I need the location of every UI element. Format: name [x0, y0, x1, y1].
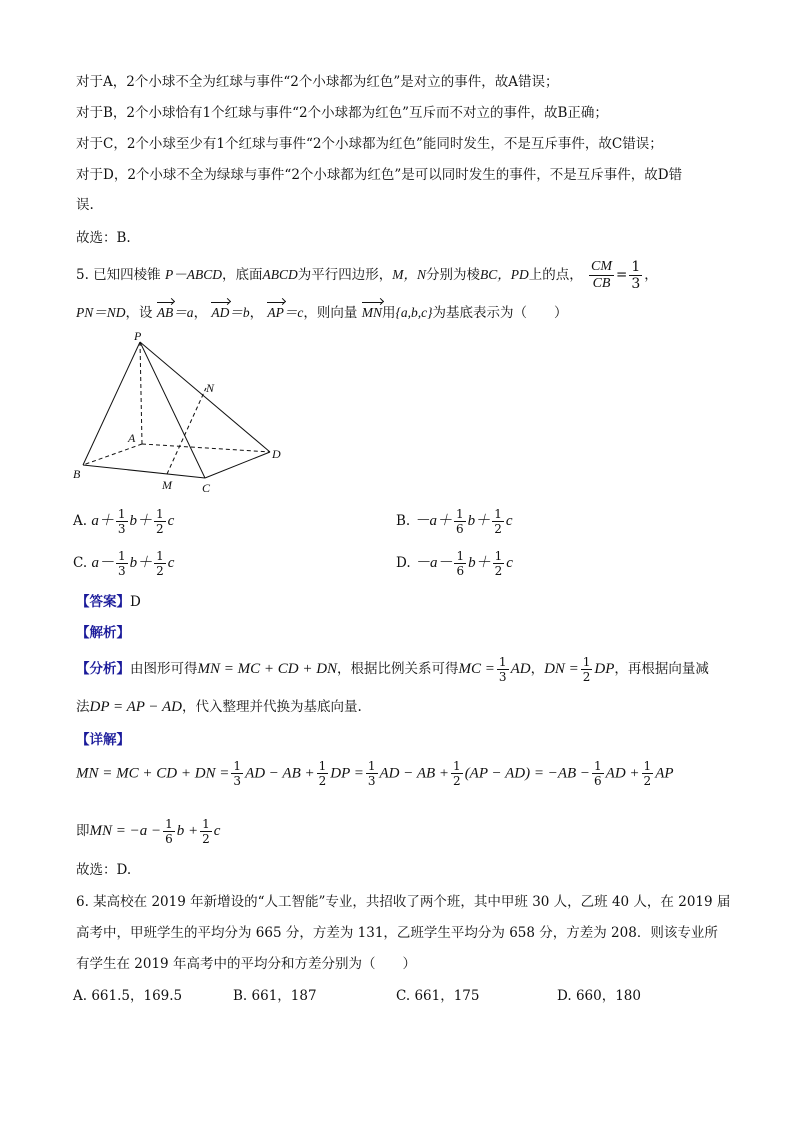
q6-option-c[interactable]: C. 661，175	[396, 988, 480, 1004]
label-d: D	[272, 447, 281, 461]
explanation-d-line2: 误.	[76, 197, 94, 213]
q5-final-answer: 故选：D.	[76, 862, 132, 878]
option-a[interactable]: A. a＋ $\frac{1}{3}$ b＋ $\frac{1}{2}$ c	[73, 507, 175, 536]
edge-cd	[205, 452, 270, 478]
q6-option-d[interactable]: D. 660，180	[557, 988, 641, 1004]
label-a: A	[128, 431, 136, 445]
edge-pc	[140, 342, 205, 478]
edge-pb	[83, 342, 140, 465]
label-p: P	[134, 330, 142, 343]
detail-heading: 【详解】	[76, 732, 130, 748]
ratio-fraction: $\frac{CM}{CB}$	[591, 259, 613, 291]
q5-stem-line2: PN＝ND，设 AB＝a， AD＝b， AP＝c，则向量 MN用{a,b,c}为基底表示为（ ）	[76, 305, 568, 321]
pyramid-diagram	[70, 330, 300, 500]
explanation-a: 对于A，2个小球不全为红球与事件“2个小球都为红色”是对立的事件，故A错误；	[76, 74, 559, 90]
analysis-heading: 【解析】	[76, 625, 130, 641]
prev-answer: 故选：B.	[76, 230, 131, 246]
label-c: C	[202, 481, 211, 495]
ratio-value: $\frac{1}{3}$	[631, 259, 641, 292]
edge-bc	[83, 465, 205, 478]
edge-pd	[140, 342, 270, 452]
explanation-d-line1: 对于D，2个小球不全为绿球与事件“2个小球都为红色”是可以同时发生的事件，不是互斥事件，故D错	[76, 167, 683, 183]
explanation-c: 对于C，2个小球至少有1个红球与事件“2个小球都为红色”能同时发生，不是互斥事件，故C错误；	[76, 136, 663, 152]
label-m: M	[162, 478, 172, 492]
option-c[interactable]: C. a－ $\frac{1}{3}$ b＋ $\frac{1}{2}$ c	[73, 549, 175, 578]
q6-stem-line1: 6. 某高校在 2019 年新增设的“人工智能”专业，共招收了两个班，其中甲班 30 人，乙班 40 人，在 2019 届	[76, 894, 731, 910]
ji-equation: 即MN = −a − $\frac{1}{6}$ b + $\frac{1}{2}$ c	[76, 817, 221, 846]
label-b: B	[73, 467, 81, 481]
q6-stem-line3: 有学生在 2019 年高考中的平均分和方差分别为（ ）	[76, 956, 416, 972]
detail-equation: MN = MC + CD + DN = $\frac{1}{3}$ AD − AB + $\frac{1}{2}$ DP = $\frac{1}{3}$ AD − AB + $\frac{1}{2}$ (AP − AD) = −AB − $\frac{1}{6}$ AD + $\frac{1}{2}$ AP	[76, 759, 674, 788]
explanation-b: 对于B，2个小球恰有1个红球与事件“2个小球都为红色”互斥而不对立的事件，故B正确；	[76, 105, 608, 121]
q5-stem-line1: 5. 已知四棱锥 P－ABCD，底面ABCD为平行四边形，M，N分别为棱BC，PD上的点， $\frac{CM}{CB}$ = $\frac{1}{3}$ ，	[76, 259, 658, 292]
edge-pa	[140, 342, 142, 444]
segment-mn	[167, 388, 206, 474]
label-n: N	[206, 381, 215, 395]
q6-option-b[interactable]: B. 661，187	[233, 988, 317, 1004]
q6-option-a[interactable]: A. 661.5，169.5	[73, 988, 183, 1004]
q6-stem-line2: 高考中，甲班学生的平均分为 665 分，方差为 131，乙班学生平均分为 658 分，方差为 208．则该专业所	[76, 925, 718, 941]
edge-ab	[83, 444, 142, 465]
analysis-line2: 法DP = AP − AD，代入整理并代换为基底向量.	[76, 699, 362, 715]
answer-line: 【答案】D	[76, 594, 141, 610]
option-b[interactable]: B. －a＋ $\frac{1}{6}$ b＋ $\frac{1}{2}$ c	[396, 507, 513, 536]
option-d[interactable]: D. －a－ $\frac{1}{6}$ b＋ $\frac{1}{2}$ c	[396, 549, 513, 578]
edge-ad	[142, 444, 270, 452]
analysis-line1: 【分析】由图形可得MN = MC + CD + DN，根据比例关系可得MC = $\frac{1}{3}$ AD，DN = $\frac{1}{2}$ DP，再根据向量减	[76, 655, 709, 684]
